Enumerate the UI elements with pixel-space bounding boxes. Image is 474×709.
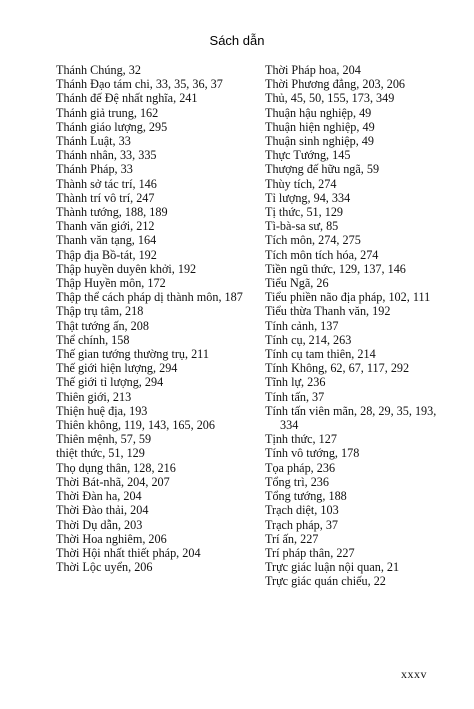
index-entry: Thánh Luật, 33 <box>56 134 131 149</box>
page-number: xxxv <box>401 667 427 681</box>
index-entry: Thượng đế hữu ngã, 59 <box>265 162 380 177</box>
index-entry: Thánh đế Đệ nhất nghĩa, 241 <box>56 91 198 106</box>
index-entry: Tích môn, 274, 275 <box>265 233 361 248</box>
index-entry: Thùy tích, 274 <box>265 176 337 191</box>
index-entry: Tiểu thừa Thanh văn, 192 <box>265 304 391 319</box>
index-entry: Thành sở tác trí, 146 <box>56 176 157 191</box>
index-entry: Thập huyền duyên khởi, 192 <box>56 261 197 276</box>
index-entry: Tịnh thức, 127 <box>265 432 337 447</box>
index-entry: Thời Bát-nhã, 204, 207 <box>56 474 170 489</box>
index-entry: Thánh giả trung, 162 <box>56 105 159 120</box>
index-entry: Thành trí vô trí, 247 <box>56 190 155 205</box>
index-entry: Thể chính, 158 <box>56 332 130 347</box>
index-entry: Trực giác quán chiếu, 22 <box>265 574 386 589</box>
index-entry: Thành tướng, 188, 189 <box>56 205 168 220</box>
index-entry: Thời Lộc uyển, 206 <box>56 560 153 575</box>
index-entry: Thế giới hiện lượng, 294 <box>56 361 178 376</box>
index-entry: Thế giới tỉ lượng, 294 <box>56 375 164 390</box>
index-entry: Thánh nhân, 33, 335 <box>56 148 157 163</box>
index-entry: Thực Tướng, 145 <box>265 148 351 163</box>
index-entry: Tỉ lượng, 94, 334 <box>265 190 351 205</box>
index-entry: Thánh Đạo tám chi, 33, 35, 36, 37 <box>56 77 223 92</box>
index-entry: Tì-bà-sa sư, 85 <box>265 219 339 234</box>
index-entry: Thọ dụng thân, 128, 216 <box>56 460 176 475</box>
index-entry: Tiểu Ngã, 26 <box>265 276 329 291</box>
index-entry: Trí pháp thân, 227 <box>265 545 355 560</box>
index-entry: Thời Phương đẳng, 203, 206 <box>265 77 406 92</box>
index-entry: Trí ấn, 227 <box>265 531 319 546</box>
index-entry: Thiên mệnh, 57, 59 <box>56 432 152 447</box>
index-entry: Tính tấn viên mãn, 28, 29, 35, 193, 334 <box>265 403 437 433</box>
index-entry: Tị thức, 51, 129 <box>265 205 344 220</box>
index-entry: Thuận hiện nghiệp, 49 <box>265 119 375 134</box>
index-entry: Thời Đàn ha, 204 <box>56 489 142 504</box>
index-entry: Tính cụ tam thiên, 214 <box>265 347 376 362</box>
index-entry: Thanh văn tạng, 164 <box>56 233 157 248</box>
index-entry: Trạch diệt, 103 <box>265 503 339 518</box>
index-entry: Tính cảnh, 137 <box>265 318 339 333</box>
page-header: Sách dẫn <box>209 33 265 48</box>
index-entry: Thánh Pháp, 33 <box>56 162 133 177</box>
index-entry: Thánh Chúng, 32 <box>56 63 141 77</box>
index-entry: Tính vô tướng, 178 <box>265 446 360 461</box>
index-entry: Tính cụ, 214, 263 <box>265 332 352 347</box>
index-entry: Tĩnh lự, 236 <box>265 375 326 390</box>
index-entry: Tiền ngũ thức, 129, 137, 146 <box>265 261 406 276</box>
index-entry: Thời Dụ dẫn, 203 <box>56 517 143 532</box>
index-entry: Tiểu phiền não địa pháp, 102, 111 <box>265 290 431 305</box>
index-entry: Tính tấn, 37 <box>265 389 325 404</box>
index-entry: Trực giác luận nội quan, 21 <box>265 560 400 575</box>
index-entry: Thiên không, 119, 143, 165, 206 <box>56 418 215 433</box>
index-entry: Tọa pháp, 236 <box>265 460 336 475</box>
index-entry: thiệt thức, 51, 129 <box>56 446 145 461</box>
index-entry: Thời Hội nhất thiết pháp, 204 <box>56 545 201 560</box>
index-entry: Thủ, 45, 50, 155, 173, 349 <box>265 91 395 106</box>
index-entry: Thế gian tướng thường trụ, 211 <box>56 347 209 362</box>
index-entry: Thập địa Bồ-tát, 192 <box>56 247 157 262</box>
index-entry: Thánh giáo lượng, 295 <box>56 119 168 134</box>
index-entry: Thật tướng ấn, 208 <box>56 318 149 333</box>
index-entry: Tổng tướng, 188 <box>265 489 347 504</box>
index-entry: Tính Không, 62, 67, 117, 292 <box>265 361 410 376</box>
index-entry: Thanh văn giới, 212 <box>56 219 155 234</box>
index-entry: Thuận hậu nghiệp, 49 <box>265 105 372 120</box>
index-entry: Thiện huệ địa, 193 <box>56 403 148 418</box>
index-entry: Thập thể cách pháp dị thành môn, 187 <box>56 290 243 305</box>
index-entry: Thập Huyền môn, 172 <box>56 276 166 291</box>
index-entry: Thời Đào thải, 204 <box>56 503 149 518</box>
index-entry: Trạch pháp, 37 <box>265 517 339 532</box>
index-entry: Thập trụ tâm, 218 <box>56 304 144 319</box>
index-entry: Tổng trì, 236 <box>265 474 329 489</box>
index-entry: Tích môn tích hóa, 274 <box>265 247 379 262</box>
index-entry: Thời Hoa nghiêm, 206 <box>56 531 167 546</box>
index-entry: Thiên giới, 213 <box>56 389 132 404</box>
index-column-left <box>56 63 246 574</box>
index-column-right <box>265 63 450 589</box>
index-entry: Thuận sinh nghiệp, 49 <box>265 134 374 149</box>
index-entry: Thời Pháp hoa, 204 <box>265 63 361 77</box>
